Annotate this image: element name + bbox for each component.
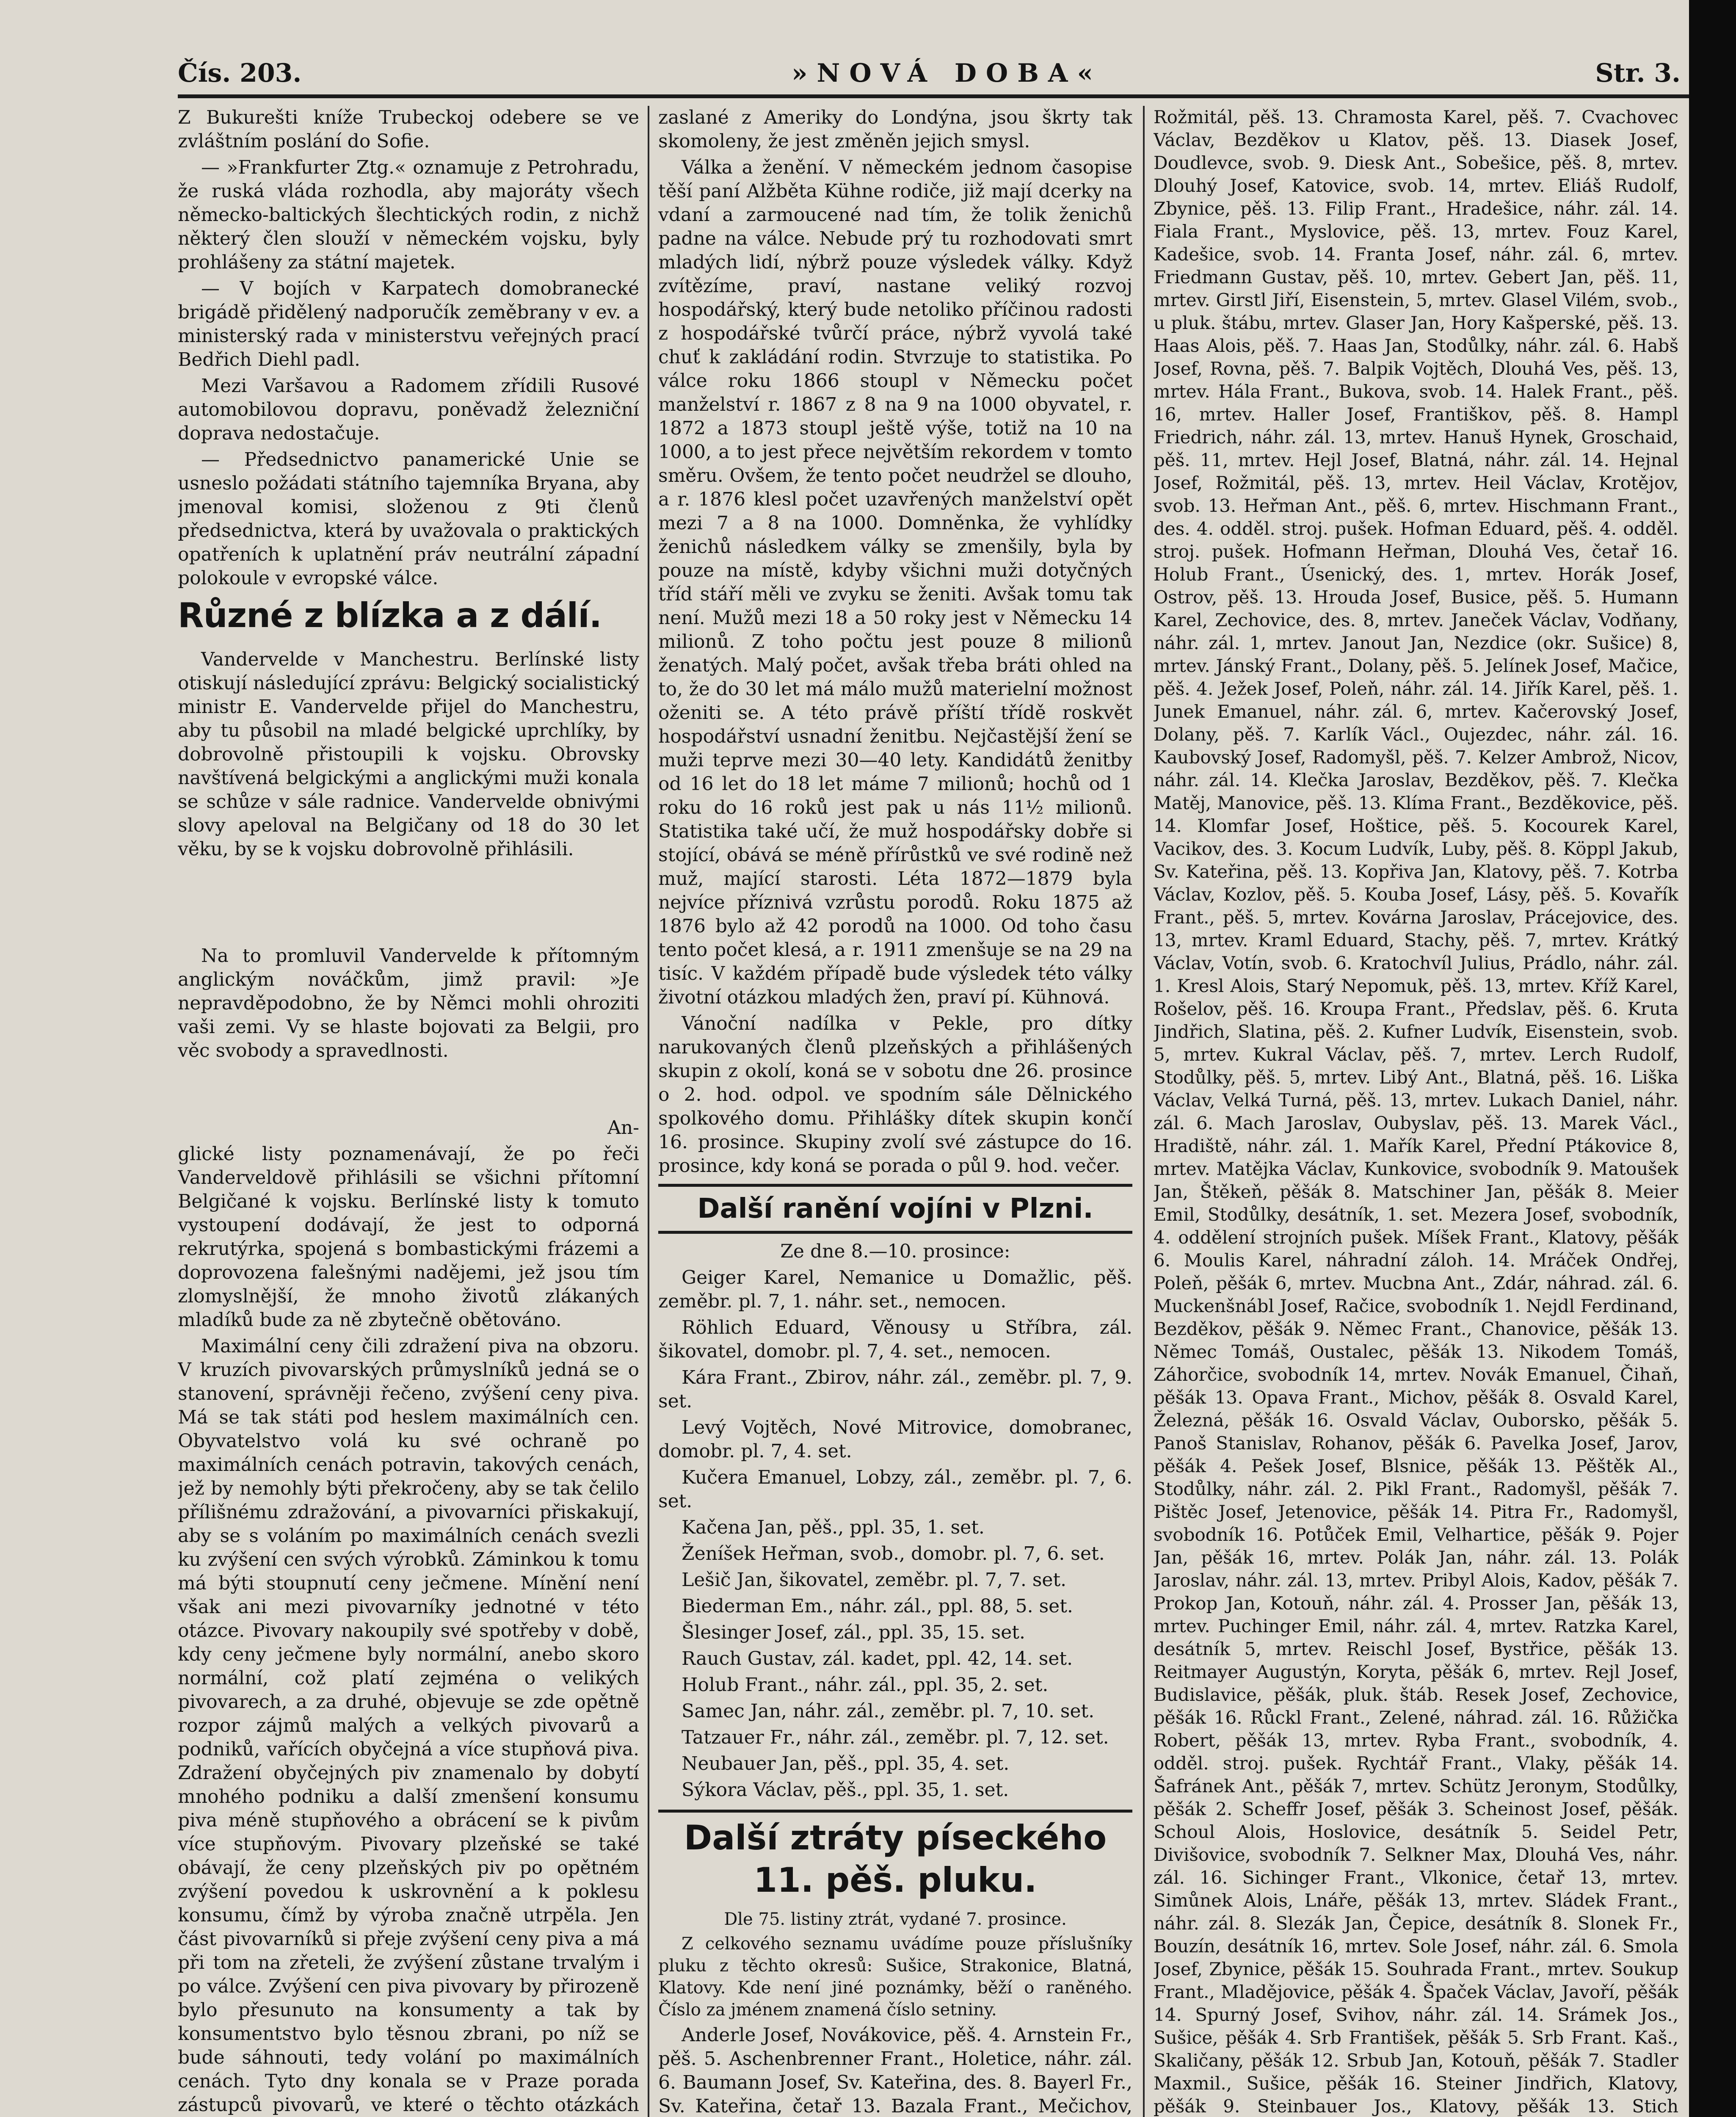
casualty-list: Anderle Josef, Novákovice, pěš. 4. Arnstein Fr., pěš. 5. Aschenbrenner Frant., Holetice, náhr. zál. 6. Baumann Josef, Sv. Kateřina, des. 8. Bayerl Fr., Sv. Kateřina, četař 13. Bazala Frant., Mečichov,	[658, 2024, 1132, 2117]
casualty-entry: Samec Jan, náhr. zál., zeměbr. pl. 7, 10. set.	[682, 1700, 1095, 1722]
casualty-entry: Holub Frant., náhr. zál., ppl. 35, 2. set.	[682, 1674, 1049, 1696]
casualty-entry: Kučera Emanuel, Lobzy, zál., zeměbr. pl. 7, 6. set.	[658, 1467, 1132, 1512]
casualty-entry: Kára Frant., Zbirov, náhr. zál., zeměbr. pl. 7, 9. set.	[658, 1367, 1132, 1412]
news-paragraph: zaslané z Ameriky do Londýna, jsou škrty tak skomoleny, že jest změněn jejich smysl.	[658, 107, 1132, 152]
news-paragraph: Vánoční nadílka v Pekle, pro dítky narukovaných členů plzeňských a přihlášených skupin z okolí, koná se v sobotu dne 26. prosince o 2. hod. odpol. ve spodním sále Dělnického spolkového domu. Přihlášky dítek skupin končí 16. prosince. Skupiny zvolí své zástupce do 16. prosince, kdy koná se porada o půl 9. hod. večer.	[658, 1013, 1132, 1177]
casualty-entry: Neubauer Jan, pěš., ppl. 35, 4. set.	[682, 1753, 1010, 1774]
column-3	[1154, 106, 1678, 2117]
blank-space	[178, 864, 639, 944]
column-1	[178, 106, 639, 2117]
issue-number: Čís. 203.	[178, 58, 302, 88]
news-paragraph: — Předsednictvo panamerické Unie se usneslo požádati státního tajemníka Bryana, aby jmenoval komisi, složenou z 9ti členů předsednictva, která by uvažovala o praktických opatřeních k uplatnění práv neutrální západní polokoule v evropské válce.	[178, 449, 639, 589]
news-paragraph: Mezi Varšavou a Radomem zřídili Rusové automobilovou dopravu, poněvadž železniční doprava nedostačuje.	[178, 375, 639, 444]
section-heading: Různé z blízka a z dálí.	[178, 596, 602, 635]
casualty-list: Rožmitál, pěš. 13. Chramosta Karel, pěš. 7. Cvachovec Václav, Bezděkov u Klatov, pěš. 13. Diasek Josef, Doudlevce, svob. 9. Diesk Ant., Sobešice, pěš. 8, mrtev. Dlouhý Josef, Katovice, svob. 14, mrtev. Eliáš Rudolf, Zbynice, pěš. 13. Filip Frant., Hradešice, náhr. zál. 14. Fiala Frant., Myslovice, pěš. 13, mrtev. Fouz Karel, Kadešice, svob. 14. Franta Josef, náhr. zál. 6, mrtev. Friedmann Gustav, pěš. 10, mrtev. Gebert Jan, pěš. 11, mrtev. Girstl Jiří, Eisenstein, 5, mrtev. Glasel Vilém, svob., u pluk. štábu, mrtev. Glaser Jan, Hory Kašperské, pěš. 13. Haas Alois, pěš. 7. Haas Jan, Stodůlky, náhr. zál. 6. Habš Josef, Rovna, pěš. 7. Balpik Vojtěch, Dlouhá Ves, pěš. 13, mrtev. Hála Frant., Bukova, svob. 14. Halek Frant., pěš. 16, mrtev. Haller Josef, Františkov, pěš. 8. Hampl Friedrich, náhr. zál. 13, mrtev. Hanuš Hynek, Groschaid, pěš. 11, mrtev. Hejl Josef, Blatná, náhr. zál. 14. Hejnal Josef, Rožmitál, pěš. 13, mrtev. Heil Václav, Krotějov, svob. 13. Heřman Ant., pěš. 6, mrtev. Hischmann Frant., des. 4. odděl. stroj. pušek. Hofman Eduard, pěš. 4. odděl. stroj. pušek. Hofmann Heřman, Dlouhá Ves, četař 16. Holub Frant., Úsenický, des. 1, mrtev. Horák Josef, Ostrov, pěš. 13. Hrouda Josef, Busice, pěš. 5. Humann Karel, Zechovice, des. 8, mrtev. Janeček Václav, Vodňany, náhr. zál. 1, mrtev. Janout Jan, Nezdice (okr. Sušice) 8, mrtev. Jánský Frant., Dolany, pěš. 5. Jelínek Josef, Mačice, pěš. 4. Ježek Josef, Poleň, náhr. zál. 14. Jiřík Karel, pěš. 1. Junek Emanuel, náhr. zál. 6, mrtev. Kačerovský Josef, Dolany, pěš. 7. Karlík Václ., Oujezdec, náhr. zál. 16. Kaubovský Josef, Radomyšl, pěš. 7. Kelzer Ambrož, Nicov, náhr. zál. 14. Klečka Jaroslav, Bezděkov, pěš. 7. Klečka Matěj, Manovice, pěš. 13. Klíma Frant., Bezděkovice, pěš. 14. Klomfar Josef, Hoštice, pěš. 5. Kocourek Karel, Vacikov, des. 3. Kocum Ludvík, Luby, pěš. 8. Köppl Jakub, Sv. Kateřina, pěš. 13. Kopřiva Jan, Klatovy, pěš. 7. Kotrba Václav, Kozlov, pěš. 5. Kouba Josef, Lásy, pěš. 5. Kovařík Frant., pěš. 5, mrtev. Kovárna Jaroslav, Prácejovice, des. 13, mrtev. Kraml Eduard, Stachy, pěš. 7, mrtev. Krátký Václav, Votín, svob. 6. Kratochvíl Julius, Prádlo, náhr. zál. 1. Kresl Alois, Starý Nepomuk, pěš. 13, mrtev. Kříž Karel, Rošelov, pěš. 16. Kroupa Frant., Předslav, pěš. 6. Kruta Jindřich, Slatina, pěš. 2. Kufner Ludvík, Eisenstein, svob. 5, mrtev. Kukral Václav, pěš. 7, mrtev. Lerch Rudolf, Stodůlky, pěš. 5, mrtev. Libý Ant., Blatná, pěš. 16. Liška Václav, Velká Turná, pěš. 13, mrtev. Lukach Daniel, náhr. zál. 6. Mach Jaroslav, Oubyslav, pěš. 13. Marek Václ., Hradiště, náhr. zál. 1. Mařík Karel, Přední Ptákovice 8, mrtev. Matějka Václav, Kunkovice, svobodník 9. Matoušek Jan, Štěkeň, pěšák 8. Matschiner Jan, pěšák 8. Meier Emil, Stodůlky, desátník, 1. set. Mezera Josef, svobodník, 4. oddělení strojních pušek. Míšek Frant., Klatovy, pěšák 6. Moulis Karel, náhradní záloh. 14. Mráček Ondřej, Poleň, pěšák 6, mrtev. Mucbna Ant., Zdár, náhrad. zál. 6. Muckenšnábl Josef, Račice, svobodník 1. Nejdl Ferdinand, Bezděkov, pěšák 9. Němec Frant., Chanovice, pěšák 13. Němec Tomáš, Oustalec, pěšák 13. Nikodem Tomáš, Záhorčice, svobodník 14, mrtev. Novák Emanuel, Čihaň, pěšák 13. Opava Frant., Michov, pěšák 8. Osvald Karel, Železná, pěšák 16. Osvald Václav, Ouborsko, pěšák 5. Panoš Stanislav, Rohanov, pěšák 6. Pavelka Josef, Jarov, pěšák 4. Pešek Josef, Blsnice, pěšák 13. Pěštěk Al., Stodůlky, náhr. zál. 2. Pikl Frant., Radomyšl, pěšák 7. Pištěc Josef, Jetenovice, pěšák 14. Pitra Fr., Radomyšl, svobodník 16. Potůček Emil, Velhartice, pěšák 9. Pojer Jan, pěšák 16, mrtev. Polák Jan, náhr. zál. 13. Polák Jaroslav, náhr. zál. 13, mrtev. Pribyl Alois, Kadov, pěšák 7. Prokop Jan, Kotouň, náhr. zál. 4. Prosser Jan, pěšák 13, mrtev. Puchinger Emil, náhr. zál. 4, mrtev. Ratzka Karel, desátník 5, mrtev. Reischl Josef, Bystřice, pěšák 13. Reitmayer Augustýn, Koryta, pěšák 6, mrtev. Rejl Josef, Budislavice, pěšák, pluk. štáb. Resek Josef, Zechovice, pěšák 16. Růckl Frant., Zelené, náhrad. zál. 16. Růžička Robert, pěšák 13, mrtev. Ryba Frant., svobodník, 4. odděl. stroj. pušek. Rychtář Frant., Vlaky, pěšák 14. Šafránek Ant., pěšák 7, mrtev. Schütz Jeronym, Stodůlky, pěšák 2. Scheffr Josef, pěšák 3. Scheinost Josef, pěšák. Schoul Alois, Hoslovice, desátník 5. Seidel Petr, Divišovice, svobodník 7. Selkner Max, Dlouhá Ves, náhr. zál. 16. Sichinger Frant., Vlkonice, četař 13, mrtev. Simůnek Alois, Lnáře, pěšák 13, mrtev. Sládek Frant., náhr. zál. 8. Slezák Jan, Čepice, desátník 8. Slonek Fr., Bouzín, desátník 16, mrtev. Sole Josef, náhr. zál. 6. Smola Josef, Zbynice, pěšák 15. Souhrada Frant., mrtev. Soukup Frant., Mladějovice, pěšák 4. Špaček Václav, Javoří, pěšák 14. Spurný Josef, Svihov, náhr. zál. 14. Srámek Jos., Sušice, pěšák 4. Srb František, pěšák 5. Srb Frant. Kaš., Skaličany, pěšák 12. Srbub Jan, Kotouň, pěšák 7. Stadler Maxmil., Sušice, pěšák 16. Steiner Jindřich, Klatovy, pěšák 9. Steinbauer Jos., Klatovy, pěšák 13. Stich	[1154, 107, 1678, 2117]
news-paragraph: Vandervelde v Manchestru. Berlínské listy otiskují následující zprávu: Belgický socialistický ministr E. Vandervelde přijel do Manchestru, aby tu působil na mladé belgické uprchlíky, by dobrovolně přistoupili k vojsku. Obrovsky navštívená belgickými a anglickými muži konala se schůze v sále radnice. Vandervelde obnivými slovy apeloval na Belgičany od 18 do 30 let věku, by se k vojsku dobrovolně přihlásili.	[178, 649, 639, 860]
column-2	[658, 106, 1132, 2117]
section-heading: Další ranění vojíni v Plzni.	[658, 1184, 1132, 1234]
news-paragraph: Maximální ceny čili zdražení piva na obzoru. V kruzích pivovarských průmyslníků jedná se o stanovení, správněji řečeno, zvýšení ceny piva. Má se tak státi pod heslem maximálních cen. Obyvatelstvo volá ku své ochraně po maximálních cenách potravin, takových cenách, jež by nemohly býti překročeny, aby se tak čelilo přílišnému zdražování, a pivovarníci přiskakují, aby se s voláním po maximálních cenách svezli ku zvýšení cen svých výrobků. Záminkou k tomu má býti stoupnutí ceny ječmene. Mínění není však ani mezi pivovarníky jednotné v této otázce. Pivovary nakoupily své spotřeby v době, kdy ceny ječmene byly normální, anebo skoro normální, což platí zejména o velikých pivovarech, a za druhé, objevuje se zde opětně rozpor zájmů malých a velkých pivovarů a podniků, vařících obyčejná a více stupňová piva. Zdražení obyčejných piv znamenalo by dobytí mnohého podniku a další zmenšení konsumu piva méně stupňového a obrácení se k pivům více stupňovým. Pivovary plzeňské se také obávají, že ceny plzeňských piv po opětném zvýšení povedou k uskrovnění a k poklesu konsumu, čímž by výroba značně utrpěla. Jen část pivovarníků si přeje zvýšení ceny piva a má při tom na zřeteli, že zvýšení zůstane trvalým i po válce. Zvýšení cen piva pivovary by přirozeně bylo přesunuto na konsumenty a tak by konsumentstvo bylo těsnou zbrani, po níž se bude sáhnouti, tedy volání po maximálních cenách. Tyto dny konala se v Praze porada zástupců pivovarů, ve které o těchto otázkách	[178, 1335, 639, 2116]
news-paragraph: — »Frankfurter Ztg.« oznamuje z Petrohradu, že ruská vláda rozhodla, aby majoráty všech německo-baltických šlechtických rodin, z nichž některý člen slouží v německém vojsku, byly prohlášeny za státní majetek.	[178, 157, 639, 273]
page-number: Str. 3.	[1595, 58, 1681, 88]
news-paragraph: Válka a ženění. V německém jednom časopise těší paní Alžběta Kühne rodiče, již mají dcerky na vdaní a zarmoucené nad tím, že tolik ženichů padne na válce. Nebude prý tu rozhodovati smrt mladých lidí, nýbrž pouze výsledek války. Když zvítězíme, praví, nastane veliký rozvoj hospodářský, který bude netoliko příčinou radosti z hospodářské tvůrčí práce, nýbrž vyvolá také chuť k zakládání rodin. Stvrzuje to statistika. Po válce roku 1866 stoupl v Německu počet manželství r. 1867 z 8 na 9 na 1000 obyvatel, r. 1872 a 1873 stoupl ještě výše, totiž na 10 na 1000, a to jest přece největším rekordem v tomto směru. Ovšem, že tento počet neudržel se dlouho, a r. 1876 klesl počet uzavřených manželství opět mezi 7 a 8 na 1000. Domněnka, že vyhlídky ženichů následkem války se zmenšily, byla by pouze na místě, kdyby všichni muži dotyčných tříd stáří měli ve zvyku se ženiti. Avšak tomu tak není. Mužů mezi 18 a 50 roky jest v Německu 14 milionů. Z toho počtu jest pouze 8 milionů ženatých. Malý počet, avšak třeba bráti ohled na to, že do 30 let má málo mužů materielní možnost oženiti se. A této právě příští třídě roskvět hospodářství usnadní ženitbu. Nejčastější žení se muži teprve mezi 30—40 lety. Kandidátů ženitby od 16 let do 18 let máme 7 milionů; hochů od 1 roku do 16 roků jest pak u nás 11½ milionů. Statistika také učí, že muž hospodářsky dobře si stojící, obává se méně přírůstků ve své rodině než muž, mající starosti. Léta 1872—1879 byla nejvíce příznivá vzrůstu porodů. Roku 1875 až 1876 bylo až 42 porodů na 1000. Od toho času tento počet klesá, a r. 1911 zmenšuje se na 29 na tisíc. V každém případě bude výsledek této války životní otázkou mladých žen, praví pí. Kühnová.	[658, 157, 1132, 1008]
news-paragraph: glické listy poznamenávají, že po řeči Vanderveldově přihlásili se všichni přítomní Belgičané k vojsku. Berlínské listy k tomuto vystoupení dodávají, že jest to odporná rekrutýrka, spojená s bombastickými frázemi a doprovozena falešnými nadějemi, jež jsou tím zlomyslnější, že mnoho životů zlákaných mladíků bude za ně zbytečně obětováno.	[178, 1143, 639, 1331]
blank-space	[178, 1065, 639, 1116]
column-divider	[1143, 106, 1145, 2117]
casualty-entry: Röhlich Eduard, Věnousy u Stříbra, zál. šikovatel, domobr. pl. 7, 4. set., nemocen.	[658, 1317, 1132, 1362]
list-source: Dle 75. listiny ztrát, vydané 7. prosince.	[724, 1910, 1067, 1929]
casualty-entry: Sýkora Václav, pěš., ppl. 35, 1. set.	[682, 1779, 1009, 1801]
casualty-entry: Rauch Gustav, zál. kadet, ppl. 42, 14. set.	[682, 1648, 1073, 1669]
casualty-entry: Lešič Jan, šikovatel, zeměbr. pl. 7, 7. set.	[682, 1569, 1067, 1591]
casualty-entry: Šlesinger Josef, zál., ppl. 35, 15. set.	[682, 1622, 1025, 1643]
casualty-entry: Geiger Karel, Nemanice u Domažlic, pěš. zeměbr. pl. 7, 1. náhr. set., nemocen.	[658, 1267, 1132, 1312]
news-paragraph: Na to promluvil Vandervelde k přítomným anglickým nováčkům, jimž pravil: »Je nepravděpodobno, že by Němci mohli ohroziti vaši zemi. Vy se hlaste bojovati za Belgii, pro věc svobody a spravedlnosti.	[178, 945, 639, 1061]
list-intro: Z celkového seznamu uvádíme pouze příslušníky pluku z těchto okresů: Sušice, Strakonice, Blatná, Klatovy. Kde není jiné poznámky, běží o raněného. Číslo za jménem znamená číslo setniny.	[658, 1934, 1132, 2020]
casualty-entry: Ženíšek Heřman, svob., domobr. pl. 7, 6. set.	[682, 1543, 1105, 1564]
header-rule	[178, 94, 1689, 98]
news-fragment: An-	[607, 1117, 639, 1139]
casualty-entry: Kačena Jan, pěš., ppl. 35, 1. set.	[682, 1517, 985, 1538]
news-paragraph: Z Bukurešti kníže Trubeckoj odebere se ve zvláštním poslání do Sofie.	[178, 107, 639, 152]
column-divider	[648, 106, 649, 2117]
news-paragraph: — V bojích v Karpatech domobranecké brigádě přidělený nadporučík zeměbrany v ev. a ministerský rada v ministerstvu veřejných prací Bedřich Diehl padl.	[178, 278, 639, 370]
casualty-entry: Levý Vojtěch, Nové Mitrovice, domobranec, domobr. pl. 7, 4. set.	[658, 1417, 1132, 1462]
casualty-entry: Tatzauer Fr., náhr. zál., zeměbr. pl. 7, 12. set.	[682, 1727, 1109, 1748]
casualty-entry: Biederman Em., náhr. zál., ppl. 88, 5. set.	[682, 1595, 1073, 1617]
page-header	[178, 52, 1689, 98]
date-subheading: Ze dne 8.—10. prosince:	[780, 1241, 1010, 1262]
masthead-title: »NOVÁ DOBA«	[792, 58, 1102, 88]
section-heading: Další ztráty píseckého 11. pěš. pluku.	[658, 1810, 1132, 1901]
scan-edge	[1689, 0, 1736, 2117]
